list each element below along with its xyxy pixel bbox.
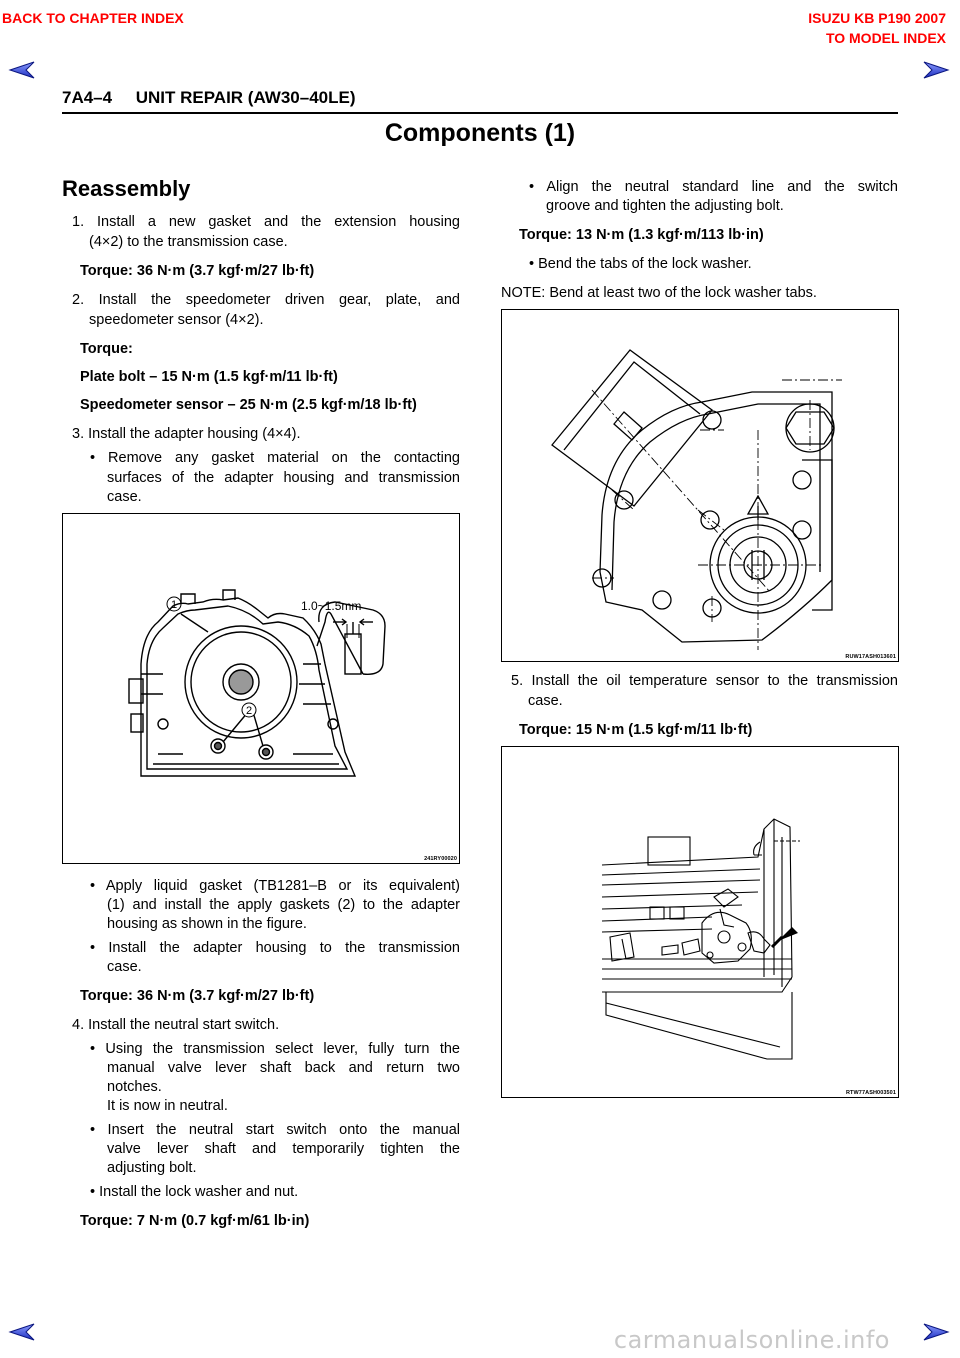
note-text: NOTE: Bend at least two of the lock washer tabs. (501, 285, 817, 301)
fig1-dimension-label: 1.0~1.5mm (301, 599, 362, 613)
page-header: 7A4–4 UNIT REPAIR (AW30–40LE) (62, 88, 356, 107)
bullet-3b: • Apply liquid gasket (TB1281–B or its equivalent) (90, 878, 460, 894)
model-title-link[interactable]: ISUZU KB P190 2007 (808, 10, 946, 26)
bullet-4c: • Install the lock washer and nut. (90, 1184, 299, 1200)
page-title: Components (1) (384, 119, 576, 147)
watermark: carmanualsonline.info (613, 1326, 890, 1354)
torque-1: Torque: 36 N·m (3.7 kgf·m/27 lb·ft) (80, 263, 315, 279)
prev-page-arrow-icon[interactable] (8, 60, 36, 80)
bullet-4a-cont3: It is now in neutral. (107, 1098, 228, 1114)
fig1-callout-2: 2 (245, 705, 253, 717)
torque-2-plate: Plate bolt – 15 N·m (1.5 kgf·m/11 lb·ft) (80, 369, 338, 385)
bullet-3c-cont: case. (107, 959, 142, 975)
bullet-align: • Align the neutral standard line and the switch (529, 179, 898, 195)
fig1-callout-1: 1 (170, 599, 178, 611)
step-5-text: 5. Install the oil temperature sensor to the transmission (511, 673, 898, 689)
figure-adapter-housing (62, 513, 460, 864)
bullet-3a-cont: surfaces of the adapter housing and transmission (107, 470, 460, 486)
bullet-3b-cont2: housing as shown in the figure. (107, 916, 307, 932)
torque-2-sensor: Speedometer sensor – 25 N·m (2.5 kgf·m/18 lb·ft) (80, 397, 417, 413)
step-1-text: 1. Install a new gasket and the extension housing (72, 214, 460, 230)
next-page-bottom-arrow-icon[interactable] (922, 1322, 950, 1342)
torque-5: Torque: 15 N·m (1.5 kgf·m/11 lb·ft) (519, 722, 753, 738)
bullet-3a: • Remove any gasket material on the contacting (90, 450, 460, 466)
prev-page-bottom-arrow-icon[interactable] (8, 1322, 36, 1342)
step-5-text-cont: case. (528, 693, 563, 709)
bullet-4a-cont: manual valve lever shaft back and return two (107, 1060, 460, 1076)
section-title: Reassembly (62, 176, 191, 201)
step-2-text-cont: speedometer sensor (4×2). (89, 312, 264, 328)
torque-3: Torque: 36 N·m (3.7 kgf·m/27 lb·ft) (80, 988, 315, 1004)
next-page-arrow-icon[interactable] (922, 60, 950, 80)
figure-1-code: 241RY00020 (424, 856, 457, 862)
to-model-index-link[interactable]: TO MODEL INDEX (825, 30, 946, 46)
bullet-bend: • Bend the tabs of the lock washer. (529, 256, 752, 272)
bullet-3c: • Install the adapter housing to the transmission (90, 940, 460, 956)
figure-3-code: RTW77ASH003501 (845, 1090, 896, 1096)
adapter-housing-drawing (63, 514, 459, 863)
figure-neutral-start-switch (501, 309, 899, 662)
torque-4: Torque: 7 N·m (0.7 kgf·m/61 lb·in) (80, 1213, 310, 1229)
bullet-3b-cont: (1) and install the apply gaskets (2) to the adapter (107, 897, 460, 913)
bullet-3a-cont2: case. (107, 489, 142, 505)
header-rule (62, 112, 898, 114)
torque-2-label: Torque: (80, 341, 133, 357)
step-2-text: 2. Install the speedometer driven gear, plate, and (72, 292, 460, 308)
bullet-4a: • Using the transmission select lever, fully turn the (90, 1041, 460, 1057)
bullet-4b-cont2: adjusting bolt. (107, 1160, 197, 1176)
bullet-4b-cont: valve lever shaft and temporarily tighten the (107, 1141, 460, 1157)
step-4-text: 4. Install the neutral start switch. (72, 1017, 280, 1033)
step-3-text: 3. Install the adapter housing (4×4). (72, 426, 301, 442)
step-1-text-cont: (4×2) to the transmission case. (89, 234, 288, 250)
oil-temp-sensor-drawing (502, 747, 898, 1097)
figure-oil-temperature-sensor (501, 746, 899, 1098)
bullet-4a-cont2: notches. (107, 1079, 162, 1095)
back-to-chapter-index-link[interactable]: BACK TO CHAPTER INDEX (2, 10, 184, 26)
figure-2-code: RUW17ASH013601 (845, 654, 896, 660)
neutral-switch-drawing (502, 310, 898, 661)
torque-align: Torque: 13 N·m (1.3 kgf·m/113 lb·in) (519, 227, 764, 243)
bullet-align-cont: groove and tighten the adjusting bolt. (546, 198, 784, 214)
bullet-4b: • Insert the neutral start switch onto the manual (90, 1122, 460, 1138)
